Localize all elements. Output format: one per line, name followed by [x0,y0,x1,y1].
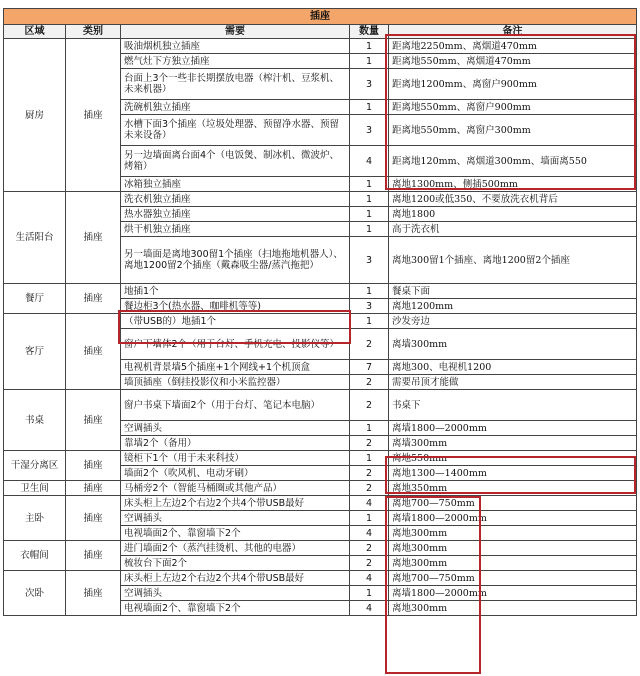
need-cell: 墙面2个（吹风机、电动牙刷） [121,466,350,481]
qty-cell: 2 [350,541,389,556]
note-cell: 离地300、电视机1200 [389,360,637,375]
note-cell: 离墙1800—2000mm [389,511,637,526]
note-cell: 离墙300mm [389,329,637,360]
type-cell: 插座 [66,451,121,481]
note-cell: 离地550mm [389,451,637,466]
qty-cell: 2 [350,556,389,571]
need-cell: 燃气灶下方独立插座 [121,54,350,69]
qty-cell: 1 [350,177,389,192]
qty-cell: 2 [350,466,389,481]
note-cell: 离地350mm [389,481,637,496]
note-cell: 距离地550mm、离窗户300mm [389,115,637,146]
need-cell: 洗衣机独立插座 [121,192,350,207]
area-cell: 书桌 [4,390,66,451]
need-cell: 空调插头 [121,421,350,436]
qty-cell: 7 [350,360,389,375]
need-cell: 地插1个 [121,284,350,299]
table-row [4,39,637,54]
qty-cell: 1 [350,314,389,329]
note-cell: 离墙1800—2000mm [389,421,637,436]
qty-cell: 1 [350,421,389,436]
qty-cell: 1 [350,222,389,237]
qty-cell: 1 [350,511,389,526]
need-cell: 窗户下墙体2个（用于台灯、手机充电、投影仪等） [121,329,350,360]
note-cell: 离地1300mm、侧插500mm [389,177,637,192]
table-row [4,541,637,556]
table-row [4,192,637,207]
need-cell: 墙顶插座（倒挂投影仪和小米监控器） [121,375,350,390]
qty-cell: 1 [350,451,389,466]
need-cell: 吸油烟机独立插座 [121,39,350,54]
note-cell: 离地700—750mm [389,496,637,511]
qty-cell: 1 [350,39,389,54]
area-cell: 主卧 [4,496,66,541]
note-cell: 距离地2250mm、离烟道470mm [389,39,637,54]
note-cell: 离地1200mm [389,299,637,314]
need-cell: 电视机背景墙5个插座+1个网线+1个机顶盒 [121,360,350,375]
qty-cell: 1 [350,207,389,222]
note-cell: 离地1200或低350、不要放洗衣机背后 [389,192,637,207]
need-cell: 水槽下面3个插座（垃圾处理器、预留净水器、预留未来设备） [121,115,350,146]
note-cell: 离地300mm [389,556,637,571]
qty-cell: 1 [350,586,389,601]
need-cell: 烘干机独立插座 [121,222,350,237]
note-cell: 距离地1200mm、离窗户900mm [389,69,637,100]
note-cell: 离地1300—1400mm [389,466,637,481]
qty-cell: 4 [350,526,389,541]
area-cell: 客厅 [4,314,66,390]
qty-cell: 1 [350,192,389,207]
need-cell: 窗户书桌下墙面2个（用于台灯、笔记本电脑） [121,390,350,421]
need-cell: 镜柜下1个（用于未来科技） [121,451,350,466]
qty-cell: 1 [350,284,389,299]
header-type: 类别 [66,25,121,39]
need-cell: 空调插头 [121,586,350,601]
area-cell: 卫生间 [4,481,66,496]
qty-cell: 2 [350,375,389,390]
type-cell: 插座 [66,571,121,616]
note-cell: 距离地550mm、离烟道470mm [389,54,637,69]
need-cell: 另一边墙面离台面4个（电饭煲、制冰机、微波炉、烤箱） [121,146,350,177]
type-cell: 插座 [66,39,121,192]
note-cell: 离地300留1个插座、离地1200留2个插座 [389,237,637,284]
header-qty: 数量 [350,25,389,39]
need-cell: 空调插头 [121,511,350,526]
note-cell: 离地300mm [389,541,637,556]
qty-cell: 3 [350,69,389,100]
type-cell: 插座 [66,192,121,284]
note-cell: 离地1800 [389,207,637,222]
area-cell: 衣帽间 [4,541,66,571]
area-cell: 生活阳台 [4,192,66,284]
qty-cell: 3 [350,115,389,146]
table-row [4,496,637,511]
table-row [4,390,637,421]
qty-cell: 2 [350,481,389,496]
type-cell: 插座 [66,314,121,390]
note-cell: 离墙300mm [389,436,637,451]
header-area: 区域 [4,25,66,39]
table-row [4,284,637,299]
need-cell: 另一墙面是离地300留1个插座（扫地拖地机器人）、离地1200留2个插座（戴森吸尘器/蒸汽拖把） [121,237,350,284]
qty-cell: 1 [350,54,389,69]
note-cell: 餐桌下面 [389,284,637,299]
need-cell: （带USB的）地插1个 [121,314,350,329]
qty-cell: 3 [350,299,389,314]
note-cell: 距离地120mm、离烟道300mm、墙面离550 [389,146,637,177]
qty-cell: 4 [350,571,389,586]
qty-cell: 4 [350,146,389,177]
table-body [4,9,637,616]
table-row [4,481,637,496]
note-cell: 高于洗衣机 [389,222,637,237]
need-cell: 马桶旁2个（智能马桶圈或其他产品） [121,481,350,496]
table-title-row [4,9,637,25]
table-header-row [4,25,637,39]
header-need: 需要 [121,25,350,39]
sockets-table [3,8,637,616]
need-cell: 餐边柜3个(热水器、咖啡机等等) [121,299,350,314]
table-row [4,571,637,586]
note-cell: 距离地550mm、离窗户900mm [389,100,637,115]
note-cell: 离地300mm [389,601,637,616]
qty-cell: 2 [350,436,389,451]
qty-cell: 4 [350,496,389,511]
note-cell: 沙发旁边 [389,314,637,329]
need-cell: 洗碗机独立插座 [121,100,350,115]
note-cell: 离地300mm [389,526,637,541]
qty-cell: 2 [350,390,389,421]
need-cell: 靠墙2个（备用） [121,436,350,451]
table-title: 插座 [4,9,637,25]
qty-cell: 4 [350,601,389,616]
area-cell: 次卧 [4,571,66,616]
qty-cell: 3 [350,237,389,284]
header-note: 备注 [389,25,637,39]
need-cell: 床头柜上左边2个右边2个共4个带USB最好 [121,496,350,511]
type-cell: 插座 [66,541,121,571]
qty-cell: 1 [350,100,389,115]
area-cell: 干湿分离区 [4,451,66,481]
area-cell: 餐厅 [4,284,66,314]
need-cell: 电视墙面2个、靠窗墙下2个 [121,526,350,541]
sockets-sheet [3,8,636,616]
type-cell: 插座 [66,481,121,496]
need-cell: 台面上3个一些非长期摆放电器（榨汁机、豆浆机、未来机器） [121,69,350,100]
note-cell: 需要吊顶才能做 [389,375,637,390]
note-cell: 离墙1800—2000mm [389,586,637,601]
note-cell: 书桌下 [389,390,637,421]
area-cell: 厨房 [4,39,66,192]
qty-cell: 2 [350,329,389,360]
need-cell: 梳妆台下面2个 [121,556,350,571]
need-cell: 热水器独立插座 [121,207,350,222]
need-cell: 床头柜上左边2个右边2个共4个带USB最好 [121,571,350,586]
need-cell: 冰箱独立插座 [121,177,350,192]
need-cell: 进门墙面2个（蒸汽挂烫机、其他的电器） [121,541,350,556]
need-cell: 电视墙面2个、靠窗墙下2个 [121,601,350,616]
note-cell: 离地700—750mm [389,571,637,586]
type-cell: 插座 [66,496,121,541]
table-row [4,451,637,466]
table-row [4,314,637,329]
type-cell: 插座 [66,390,121,451]
type-cell: 插座 [66,284,121,314]
